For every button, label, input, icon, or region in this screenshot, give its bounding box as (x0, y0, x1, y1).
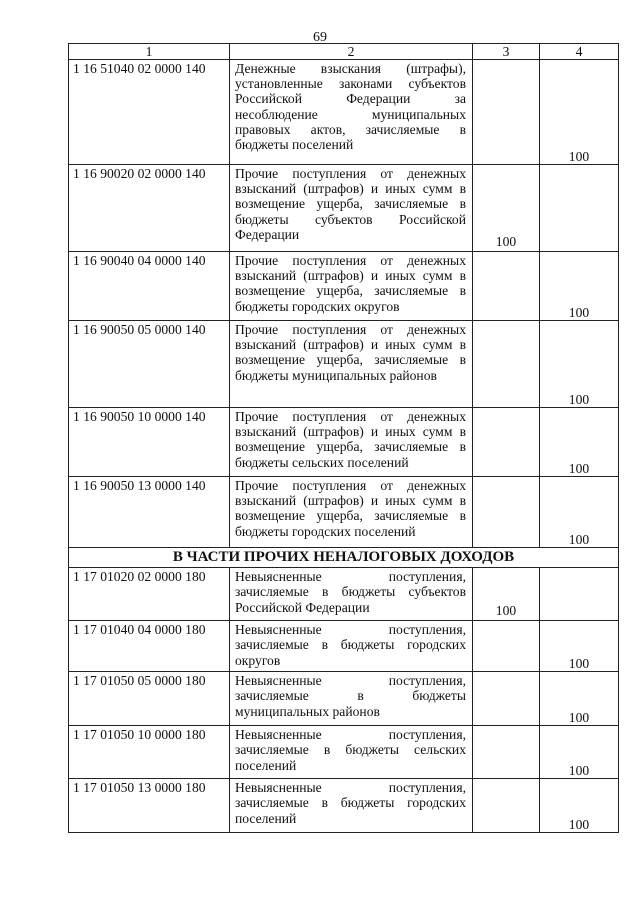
code-cell: 1 17 01050 05 0000 180 (69, 672, 230, 726)
section-title: В ЧАСТИ ПРОЧИХ НЕНАЛОГОВЫХ ДОХОДОВ (69, 548, 619, 568)
column-3-value (473, 621, 540, 672)
section-heading-row (69, 548, 619, 568)
column-3-value (473, 60, 540, 165)
code-cell: 1 16 90050 10 0000 140 (69, 408, 230, 477)
table-row (69, 672, 619, 726)
code-cell: 1 16 90040 04 0000 140 (69, 252, 230, 321)
code-cell: 1 16 90050 13 0000 140 (69, 477, 230, 548)
code-cell: 1 17 01050 10 0000 180 (69, 726, 230, 779)
table-row (69, 165, 619, 252)
column-3-value: 100 (473, 568, 540, 621)
header-col-3: 3 (473, 44, 540, 60)
column-3-value (473, 477, 540, 548)
table-row (69, 408, 619, 477)
code-cell: 1 16 90020 02 0000 140 (69, 165, 230, 252)
table-row (69, 60, 619, 165)
column-3-value (473, 321, 540, 408)
header-col-4: 4 (540, 44, 619, 60)
column-3-value (473, 252, 540, 321)
code-cell: 1 17 01040 04 0000 180 (69, 621, 230, 672)
description-cell: Невыясненные поступления, зачисляемые в бюджеты городских округов (230, 621, 473, 672)
table-row (69, 252, 619, 321)
column-4-value: 100 (540, 726, 619, 779)
column-3-value (473, 726, 540, 779)
table-row (69, 321, 619, 408)
description-cell: Невыясненные поступления, зачисляемые в бюджеты городских поселений (230, 779, 473, 833)
column-4-value: 100 (540, 779, 619, 833)
description-cell: Невыясненные поступления, зачисляемые в бюджеты субъектов Российской Федерации (230, 568, 473, 621)
header-col-1: 1 (69, 44, 230, 60)
column-4-value: 100 (540, 672, 619, 726)
table-row (69, 779, 619, 833)
table-row (69, 621, 619, 672)
column-4-value: 100 (540, 477, 619, 548)
column-3-value (473, 408, 540, 477)
description-cell: Невыясненные поступления, зачисляемые в бюджеты муниципальных районов (230, 672, 473, 726)
table-row (69, 568, 619, 621)
table-row (69, 477, 619, 548)
column-4-value (540, 568, 619, 621)
column-4-value (540, 165, 619, 252)
column-4-value: 100 (540, 60, 619, 165)
code-cell: 1 16 90050 05 0000 140 (69, 321, 230, 408)
column-3-value (473, 672, 540, 726)
column-3-value (473, 779, 540, 833)
description-cell: Денежные взыскания (штрафы), установленные законами субъектов Российской Федерации за несоблюдение муниципальных правовых актов, зачисляемые в бюджеты поселений (230, 60, 473, 165)
description-cell: Прочие поступления от денежных взысканий (штрафов) и иных сумм в возмещение ущерба, зачисляемые в бюджеты субъектов Российской Федерации (230, 165, 473, 252)
description-cell: Невыясненные поступления, зачисляемые в бюджеты сельских поселений (230, 726, 473, 779)
description-cell: Прочие поступления от денежных взысканий (штрафов) и иных сумм в возмещение ущерба, зачисляемые в бюджеты сельских поселений (230, 408, 473, 477)
description-cell: Прочие поступления от денежных взысканий (штрафов) и иных сумм в возмещение ущерба, зачисляемые в бюджеты муниципальных районов (230, 321, 473, 408)
column-4-value: 100 (540, 321, 619, 408)
table-row (69, 726, 619, 779)
description-cell: Прочие поступления от денежных взысканий (штрафов) и иных сумм в возмещение ущерба, зачисляемые в бюджеты городских поселений (230, 477, 473, 548)
column-4-value: 100 (540, 252, 619, 321)
table-header-row (69, 44, 619, 60)
code-cell: 1 16 51040 02 0000 140 (69, 60, 230, 165)
page-number: 69 (313, 30, 327, 45)
code-cell: 1 17 01050 13 0000 180 (69, 779, 230, 833)
code-cell: 1 17 01020 02 0000 180 (69, 568, 230, 621)
header-col-2: 2 (230, 44, 473, 60)
description-cell: Прочие поступления от денежных взысканий (штрафов) и иных сумм в возмещение ущерба, зачисляемые в бюджеты городских округов (230, 252, 473, 321)
column-4-value: 100 (540, 408, 619, 477)
revenue-codes-table (68, 43, 619, 833)
column-3-value: 100 (473, 165, 540, 252)
column-4-value: 100 (540, 621, 619, 672)
